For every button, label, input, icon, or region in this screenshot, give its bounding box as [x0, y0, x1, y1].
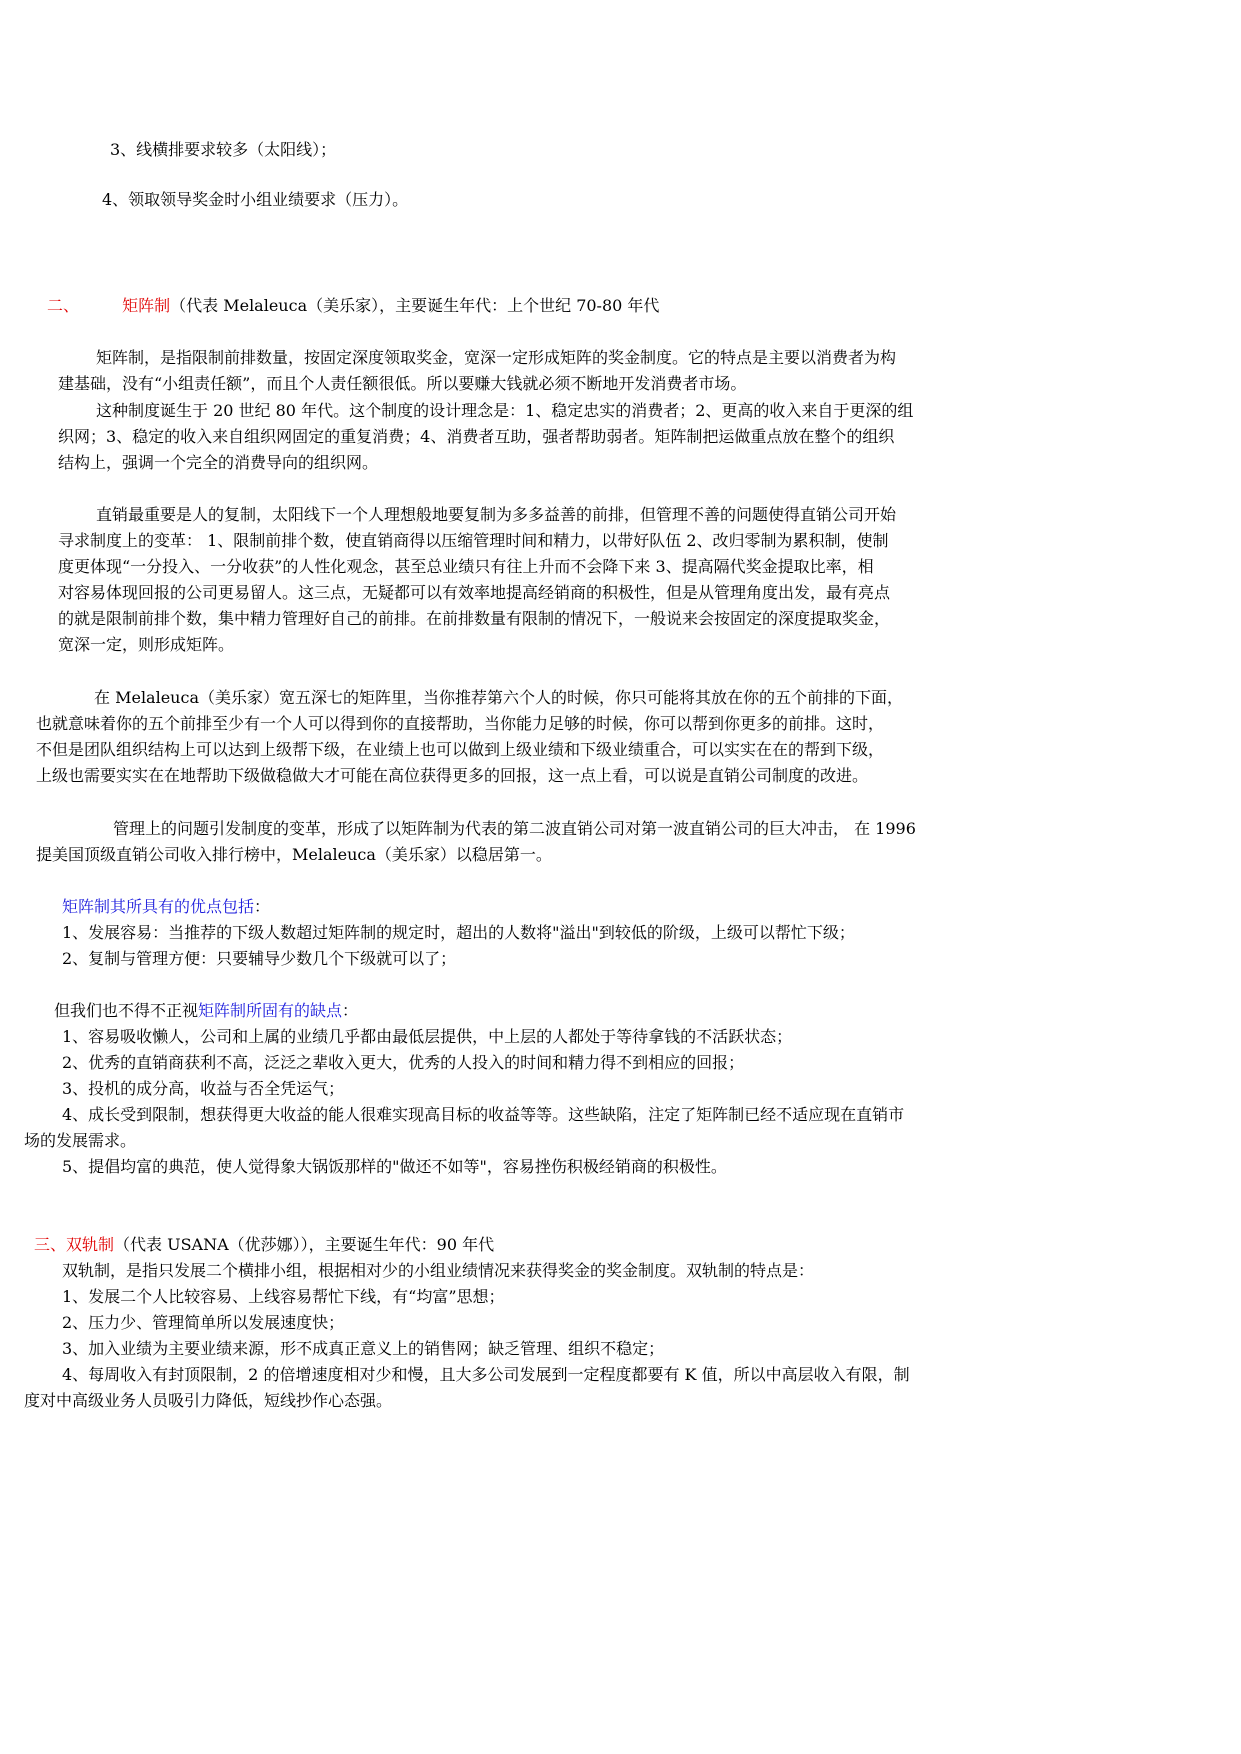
paragraph-line: 管理上的问题引发制度的变革，形成了以矩阵制为代表的第二波直销公司对第一波直销公司的巨大冲击， 在 1996: [113, 819, 916, 838]
section-2-heading: [47, 293, 659, 319]
disadvantages-heading-colon: ：: [342, 1001, 359, 1020]
paragraph-line: 直销最重要是人的复制，太阳线下一个人理想般地要复制为多多益善的前排，但管理不善的问题使得直销公司开始: [96, 505, 897, 524]
paragraph-line: 的就是限制前排个数，集中精力管理好自己的前排。在前排数量有限制的情况下，一般说来会按固定的深度提取奖金，: [58, 609, 891, 628]
section-title-highlight: 矩阵制: [122, 296, 171, 315]
paragraph-line: 对容易体现回报的公司更易留人。这三点，无疑都可以有效率地提高经销商的积极性，但是从管理角度出发，最有亮点: [58, 583, 891, 602]
section-title-rest: （代表 Melaleuca（美乐家），主要诞生年代：上个世纪 70-80 年代: [170, 296, 660, 315]
list-item: 3、加入业绩为主要业绩来源，形不成真正意义上的销售网；缺乏管理、组织不稳定；: [62, 1339, 665, 1358]
paragraph-line: 织网；3、稳定的收入来自组织网固定的重复消费；4、消费者互助，强者帮助弱者。矩阵制把运做重点放在整个的组织: [58, 427, 895, 446]
advantages-heading-colon: ：: [254, 897, 271, 916]
paragraph-line: 双轨制，是指只发展二个横排小组，根据相对少的小组业绩情况来获得奖金的奖金制度。双轨制的特点是：: [62, 1261, 815, 1280]
paragraph-line: 结构上，强调一个完全的消费导向的组织网。: [58, 453, 379, 472]
paragraph-line: 上级也需要实实在在地帮助下级做稳做大才可能在高位获得更多的回报，这一点上看，可以说是直销公司制度的改进。: [36, 766, 869, 785]
list-item: 2、压力少、管理简单所以发展速度快；: [62, 1313, 345, 1332]
paragraph-line: 寻求制度上的变革： 1、限制前排个数，使直销商得以压缩管理时间和精力，以带好队伍 2、改归零制为累积制，使制: [58, 531, 889, 550]
list-item: 3、投机的成分高，收益与否全凭运气；: [62, 1079, 345, 1098]
disadvantages-heading: [54, 998, 358, 1024]
list-item: 2、复制与管理方便：只要辅导少数几个下级就可以了；: [62, 949, 457, 968]
list-item-continuation: 场的发展需求。: [24, 1131, 137, 1150]
section-number: 二、: [47, 296, 80, 315]
list-item: 3、线横排要求较多（太阳线）；: [110, 140, 337, 159]
paragraph-line: 这种制度诞生于 20 世纪 80 年代。这个制度的设计理念是：1、稳定忠实的消费者；2、更高的收入来自于更深的组: [96, 401, 914, 420]
section-3-heading: [34, 1232, 494, 1258]
paragraph-line: 在 Melaleuca（美乐家）宽五深七的矩阵里，当你推荐第六个人的时候，你只可能将其放在你的五个前排的下面，: [94, 688, 903, 707]
list-item-continuation: 度对中高级业务人员吸引力降低，短线抄作心态强。: [24, 1391, 393, 1410]
paragraph-line: 建基础，没有“小组责任额”，而且个人责任额很低。所以要赚大钱就必须不断地开发消费者市场。: [58, 374, 747, 393]
list-item: 4、领取领导奖金时小组业绩要求（压力）。: [102, 190, 409, 209]
paragraph-line: 提美国顶级直销公司收入排行榜中，Melaleuca（美乐家）以稳居第一。: [36, 845, 552, 864]
list-item: 2、优秀的直销商获利不高，泛泛之辈收入更大，优秀的人投入的时间和精力得不到相应的回报；: [62, 1053, 745, 1072]
list-item: 1、发展二个人比较容易、上线容易帮忙下线，有“均富”思想；: [62, 1287, 505, 1306]
list-item: 4、成长受到限制，想获得更大收益的能人很难实现高目标的收益等等。这些缺陷，注定了矩阵制已经不适应现在直销市: [62, 1105, 905, 1124]
advantages-heading-highlight: 矩阵制其所具有的优点包括: [62, 897, 255, 916]
list-item: 1、容易吸收懒人，公司和上属的业绩几乎都由最低层提供，中上层的人都处于等待拿钱的不活跃状态；: [62, 1027, 793, 1046]
disadvantages-heading-prefix: 但我们也不得不正视: [54, 1001, 199, 1020]
list-item: 5、提倡均富的典范，使人觉得象大锅饭那样的"做还不如等"，容易挫伤积极经销商的积极性。: [62, 1157, 727, 1176]
list-item: 4、每周收入有封顶限制，2 的倍增速度相对少和慢，且大多公司发展到一定程度都要有 K 值，所以中高层收入有限，制: [62, 1365, 910, 1384]
section-title-highlight: 三、双轨制: [34, 1235, 115, 1254]
advantages-heading: [62, 894, 270, 920]
paragraph-line: 宽深一定，则形成矩阵。: [58, 635, 235, 654]
paragraph-line: 矩阵制，是指限制前排数量，按固定深度领取奖金，宽深一定形成矩阵的奖金制度。它的特点是主要以消费者为构: [96, 348, 897, 367]
paragraph-line: 也就意味着你的五个前排至少有一个人可以得到你的直接帮助，当你能力足够的时候，你可以帮到你更多的前排。这时，: [36, 714, 885, 733]
list-item: 1、发展容易：当推荐的下级人数超过矩阵制的规定时，超出的人数将"溢出"到较低的阶级，上级可以帮忙下级；: [62, 923, 855, 942]
section-title-rest: （代表 USANA（优莎娜）），主要诞生年代：90 年代: [114, 1235, 495, 1254]
disadvantages-heading-highlight: 矩阵制所固有的缺点: [198, 1001, 343, 1020]
paragraph-line: 度更体现“一分投入、一分收获”的人性化观念，甚至总业绩只有往上升而不会降下来 3、提高隔代奖金提取比率，相: [58, 557, 874, 576]
paragraph-line: 不但是团队组织结构上可以达到上级帮下级，在业绩上也可以做到上级业绩和下级业绩重合，可以实实在在的帮到下级，: [36, 740, 885, 759]
